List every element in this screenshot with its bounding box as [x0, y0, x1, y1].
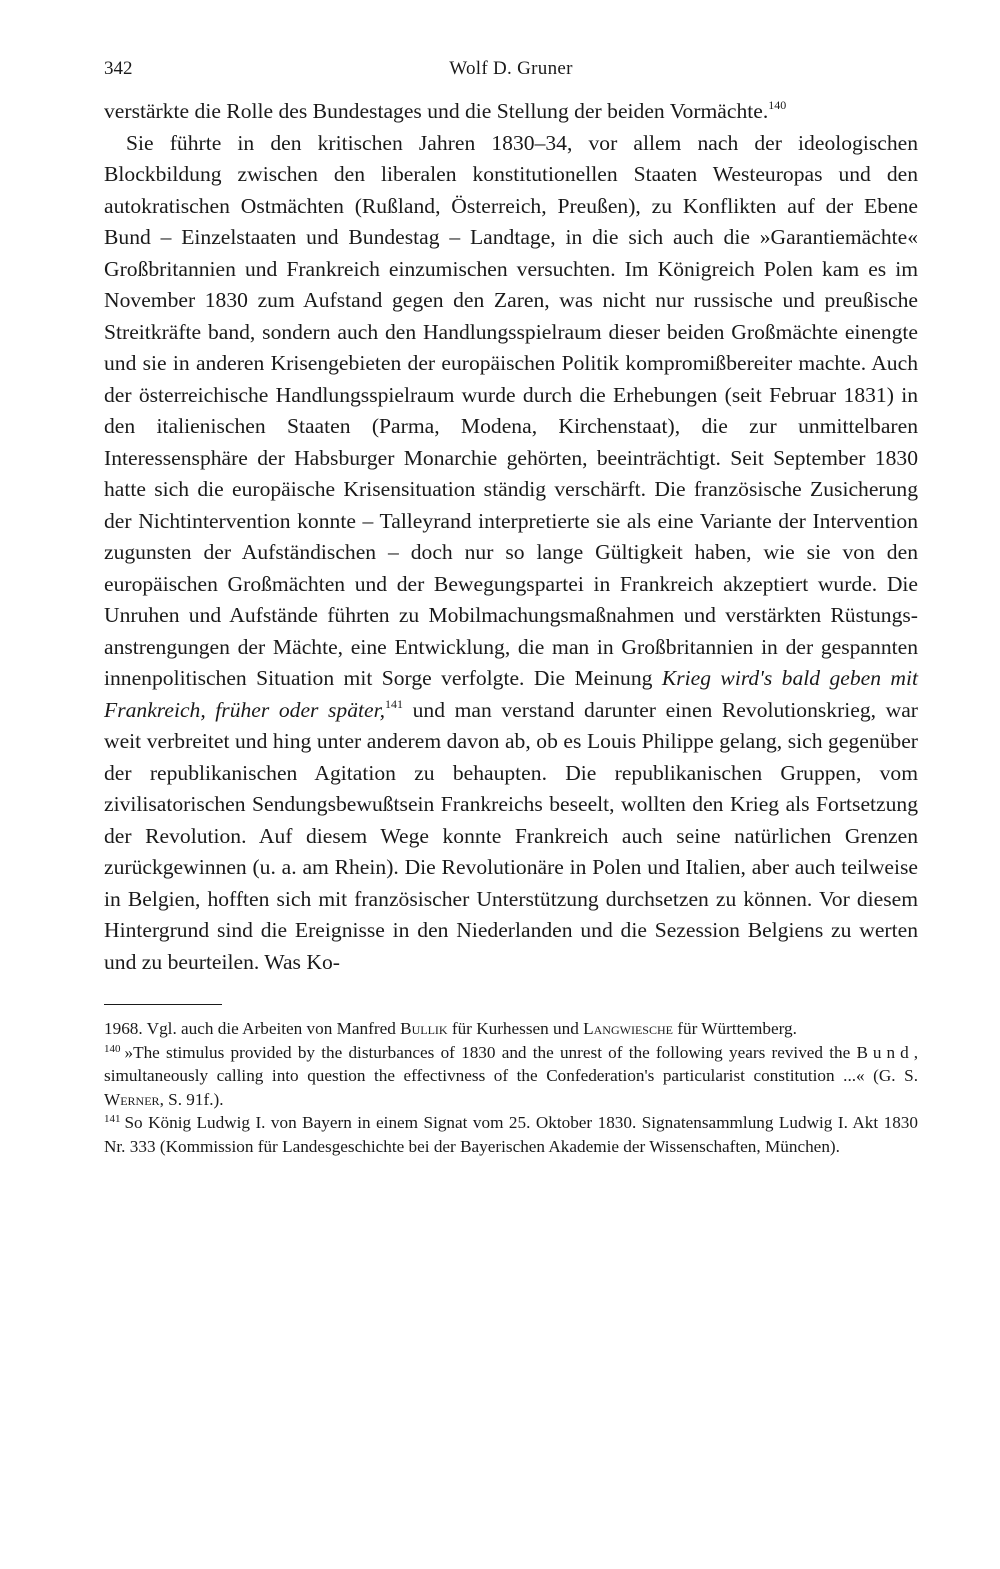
- running-head: [104, 52, 918, 86]
- paragraph-main: [104, 128, 918, 979]
- footnote-number: 140: [104, 1042, 121, 1055]
- footnote-text: , simultaneously calling into question the effectivness of the Confederation's particularist constitution ...« (G. S.: [104, 1042, 918, 1085]
- footnote-text: für Württemberg.: [672, 1019, 797, 1038]
- author-name: Bullik: [400, 1019, 448, 1038]
- paragraph-text: Sie führte in den kritischen Jahren 1830–34, vor allem nach der ideologischen Blockbildung zwischen den liberalen konstitutionellen Staaten Westeuropas und den autokratischen Ostmächten (Rußland, Österreich, Preußen), zu Konflikten auf der Ebene Bund – Einzelstaaten und Bundestag – Landtage, in die sich auch die »Garantiemächte« Großbritannien und Frankreich einzumischen versuchten. Im Königreich Polen kam es im November 1830 zum Aufstand gegen den Zaren, was nicht nur russische und preußische Streitkräfte band, sondern auch den Handlungsspielraum dieser beiden Großmächte einengte und sie in anderen Krisengebieten der europäischen Politik kompromißbereiter machte. Auch der österreichische Handlungsspielraum wurde durch die Erhebungen (seit Februar 1831) in den italienischen Staaten (Parma, Modena, Kirchenstaat), die zur unmittelbaren Interessensphäre der Habsburger Monarchie gehörten, beeinträchtigt. Seit September 1830 hatte sich die europäische Krisensituation ständig verschärft. Die französische Zusicherung der Nichtintervention konnte – Talleyrand interpretierte sie als eine Variante der Intervention zugunsten der Aufständischen – doch nur so lange Gültigkeit haben, wie sie von den europäischen Großmächten und der Bewegungspartei in Frankreich akzeptiert wurde. Die Unruhen und Aufstände führten zu Mobilmachungsmaßnahmen und verstärkten Rüstungsanstrengungen der Mächte, eine Entwicklung, die man in Großbritannien in der gespannten innenpolitischen Situation mit Sorge verfolgte. Die Meinung: [104, 130, 918, 690]
- footnote-text: »The stimulus provided by the disturbances of 1830 and the unrest of the following years revived the: [124, 1042, 857, 1062]
- footnote-text: , S. 91f.).: [159, 1089, 224, 1109]
- author-name: Werner: [104, 1089, 160, 1109]
- paragraph-text: verstärkte die Rolle des Bundestages und die Stellung der beiden Vormächte.: [104, 99, 769, 123]
- footnote-140: [104, 1041, 918, 1112]
- footnote-141: [104, 1111, 918, 1158]
- footnote-divider: [104, 1004, 222, 1005]
- footnote-ref-140: 140: [768, 98, 787, 112]
- paragraph-text: und man verstand darunter einen Revolutionskrieg, war weit verbreitet und hing unter anderem davon ab, ob es Louis Philippe gelang, sich gegenüber der republikanischen Agitation zu behaupten. Die republikanischen Gruppen, vom zivilisatorischen Sendungsbewußtsein Frankreichs beseelt, wollten den Krieg als Fortsetzung der Revolution. Auf diesem Wege konnte Frankreich auch seine natürlichen Grenzen zurückgewinnen (u. a. am Rhein). Die Revolutionäre in Polen und Italien, aber auch teilweise in Belgien, hofften sich mit französischer Unterstützung durchsetzen zu können. Vor diesem Hintergrund sind die Ereignisse in den Niederlanden und die Sezession Belgiens zu werten und zu beurteilen. Was Ko-: [104, 697, 918, 974]
- footnote-text: 1968. Vgl. auch die Arbeiten von Manfred: [104, 1019, 401, 1038]
- book-page: [104, 52, 918, 1158]
- footnote-139-continued: [104, 1017, 918, 1041]
- body-text: [104, 96, 918, 978]
- footnotes: [104, 1017, 918, 1158]
- italic-quote: Krieg wird's bald geben mit Frankreich, früher oder später,: [104, 666, 918, 722]
- page-number: 342: [104, 58, 133, 79]
- paragraph-continued: [104, 96, 918, 128]
- footnote-text: für Kurhessen und: [447, 1019, 584, 1038]
- spaced-term: Bund: [856, 1042, 914, 1062]
- footnote-text: So König Ludwig I. von Bayern in einem Signat vom 25. Oktober 1830. Signatensammlung Ludwig I. Akt 1830 Nr. 333 (Kommission für Landesgeschichte bei der Bayerischen Akademie der Wissenschaften, München).: [104, 1113, 918, 1156]
- footnote-ref-141: 141: [385, 696, 404, 711]
- running-title: Wolf D. Gruner: [449, 58, 573, 79]
- author-name: Langwiesche: [583, 1019, 673, 1038]
- footnote-number: 141: [104, 1113, 121, 1125]
